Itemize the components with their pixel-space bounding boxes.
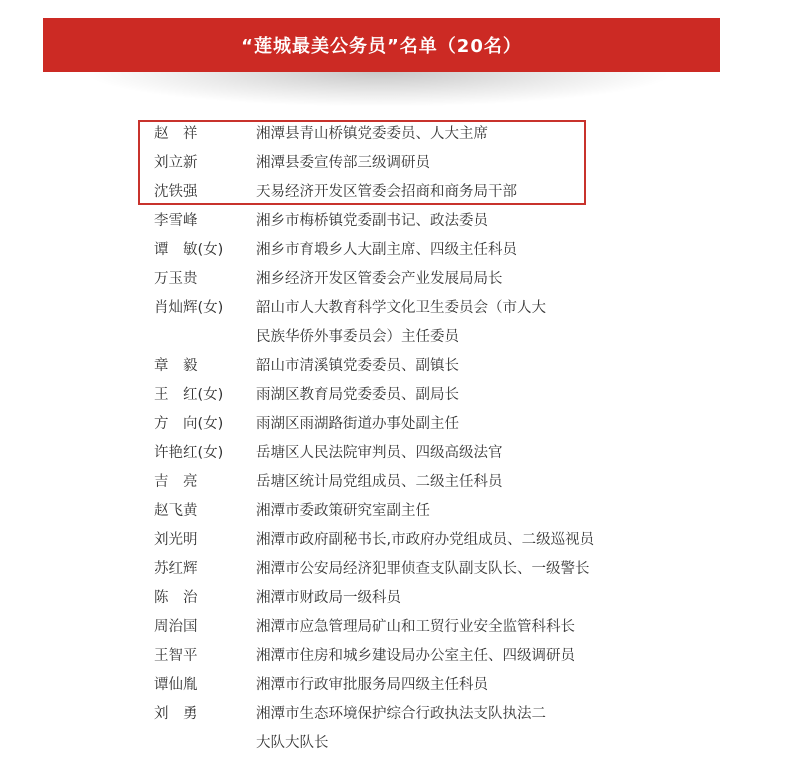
list-item [138, 700, 618, 729]
person-title: 天易经济开发区管委会招商和商务局干部 [256, 184, 517, 200]
list-item [138, 265, 618, 294]
list-item [138, 642, 618, 671]
person-title-continued: 民族华侨外事委员会）主任委员 [256, 329, 459, 345]
person-name: 刘光明 [154, 532, 198, 548]
person-title: 湘潭市应急管理局矿山和工贸行业安全监管科科长 [256, 619, 575, 635]
person-title: 雨湖区雨湖路街道办事处副主任 [256, 416, 459, 432]
page-title: “莲城最美公务员”名单（20名） [241, 36, 522, 57]
banner-shadow [90, 72, 670, 106]
person-name: 沈铁强 [154, 184, 198, 200]
person-title: 湘潭市财政局一级科员 [256, 590, 401, 606]
person-title: 湘潭市住房和城乡建设局办公室主任、四级调研员 [256, 648, 575, 664]
person-title: 湘乡市育塅乡人大副主席、四级主任科员 [256, 242, 517, 258]
list-item [138, 613, 618, 642]
person-name: 肖灿辉(女) [154, 300, 224, 316]
list-item [138, 555, 618, 584]
person-name: 许艳红(女) [154, 445, 224, 461]
list-item [138, 468, 618, 497]
person-title: 岳塘区统计局党组成员、二级主任科员 [256, 474, 503, 490]
highlight-box [138, 120, 586, 205]
person-name: 周治国 [154, 619, 198, 635]
person-name: 赵飞黄 [154, 503, 198, 519]
person-name: 刘 勇 [154, 706, 198, 722]
person-name: 王 红(女) [154, 387, 224, 403]
person-name: 方 向(女) [154, 416, 224, 432]
list-item [138, 207, 618, 236]
person-name: 赵 祥 [154, 126, 198, 142]
person-name: 苏红辉 [154, 561, 198, 577]
list-item [138, 671, 618, 700]
list-item [138, 439, 618, 468]
person-title: 韶山市清溪镇党委委员、副镇长 [256, 358, 459, 374]
list-item [138, 294, 618, 323]
person-name: 王智平 [154, 648, 198, 664]
list-item [138, 497, 618, 526]
list-item [138, 584, 618, 613]
person-name: 刘立新 [154, 155, 198, 171]
person-name: 谭 敏(女) [154, 242, 224, 258]
person-title: 岳塘区人民法院审判员、四级高级法官 [256, 445, 503, 461]
list-item [138, 526, 618, 555]
person-title: 湘乡经济开发区管委会产业发展局局长 [256, 271, 503, 287]
person-title-continued: 大队大队长 [256, 735, 329, 751]
person-name: 章 毅 [154, 358, 198, 374]
person-title: 韶山市人大教育科学文化卫生委员会（市人大 [256, 300, 546, 316]
person-name: 李雪峰 [154, 213, 198, 229]
person-title: 湘潭市公安局经济犯罪侦查支队副支队长、一级警长 [256, 561, 590, 577]
list-item [138, 410, 618, 439]
person-title: 湘乡市梅桥镇党委副书记、政法委员 [256, 213, 488, 229]
person-title: 湘潭市政府副秘书长,市政府办党组成员、二级巡视员 [256, 532, 595, 548]
list-item [138, 352, 618, 381]
person-title: 湘潭县委宣传部三级调研员 [256, 155, 430, 171]
person-title: 湘潭县青山桥镇党委委员、人大主席 [256, 126, 488, 142]
person-title: 湘潭市行政审批服务局四级主任科员 [256, 677, 488, 693]
person-name: 万玉贵 [154, 271, 198, 287]
name-list [138, 120, 618, 758]
person-name: 谭仙胤 [154, 677, 198, 693]
person-title: 湘潭市生态环境保护综合行政执法支队执法二 [256, 706, 546, 722]
person-name: 吉 亮 [154, 474, 198, 490]
list-item [138, 381, 618, 410]
person-name: 陈 治 [154, 590, 198, 606]
list-item [138, 236, 618, 265]
title-banner [43, 18, 720, 72]
person-title: 湘潭市委政策研究室副主任 [256, 503, 430, 519]
person-title: 雨湖区教育局党委委员、副局长 [256, 387, 459, 403]
